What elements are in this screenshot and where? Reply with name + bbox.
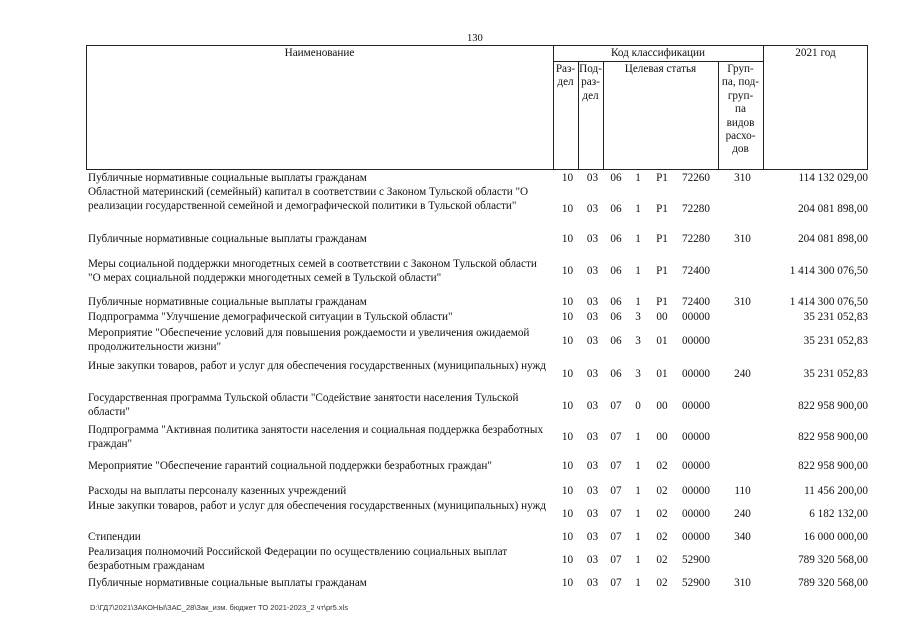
cell-direction: 72260 xyxy=(682,172,710,184)
cell-event: 00 xyxy=(656,400,668,412)
cell-event: 00 xyxy=(656,311,668,323)
cell-podrazdel: 03 xyxy=(586,368,599,380)
cell-subprogram: 1 xyxy=(635,508,641,520)
cell-expense-type: 310 xyxy=(734,172,751,184)
cell-razdel: 10 xyxy=(561,554,574,566)
row-name: Реализация полномочий Российской Федерации по осуществлению социальных выплат безработным гражданам xyxy=(88,546,508,572)
header-section-line: Раз- xyxy=(555,63,576,75)
cell-expense-type: 310 xyxy=(734,233,751,245)
table-row xyxy=(88,258,868,288)
cell-subprogram: 0 xyxy=(635,400,641,412)
cell-event: 00 xyxy=(656,431,668,443)
cell-razdel: 10 xyxy=(561,485,574,497)
page-number: 130 xyxy=(467,33,483,44)
cell-podrazdel: 03 xyxy=(586,233,599,245)
cell-podrazdel: 03 xyxy=(586,203,599,215)
cell-amount: 1 414 300 076,50 xyxy=(789,296,868,308)
file-path-footer: D:\ГД7\2021\ЗАКОНЫ\ЗАС_28\Зак_изм. бюджет ТО 2021-2023_2 чт\pr5.xls xyxy=(90,603,349,612)
cell-event: 01 xyxy=(656,368,668,380)
cell-podrazdel: 03 xyxy=(586,485,599,497)
header-section xyxy=(553,63,578,90)
header-expense-group-line: па, под- xyxy=(721,76,760,89)
header-subsection-line: дел xyxy=(582,89,599,102)
cell-direction: 00000 xyxy=(682,460,710,472)
cell-subprogram: 1 xyxy=(635,296,641,308)
cell-direction: 00000 xyxy=(682,531,710,543)
table-row xyxy=(88,460,868,474)
cell-amount: 114 132 029,00 xyxy=(798,172,868,184)
header-target-article: Целевая статья xyxy=(624,63,697,75)
cell-razdel: 10 xyxy=(561,431,574,443)
cell-program: 07 xyxy=(610,485,622,497)
cell-program: 07 xyxy=(610,400,622,412)
cell-amount: 16 000 000,00 xyxy=(803,531,868,543)
cell-direction: 52900 xyxy=(682,577,710,589)
cell-expense-type: 340 xyxy=(734,531,751,543)
cell-subprogram: 1 xyxy=(635,577,641,589)
cell-subprogram: 1 xyxy=(635,265,641,277)
header-name: Наименование xyxy=(284,47,355,59)
cell-program: 07 xyxy=(610,531,622,543)
cell-expense-type: 310 xyxy=(734,577,751,589)
cell-subprogram: 1 xyxy=(635,485,641,497)
header-subsection-line: Под- xyxy=(579,63,602,75)
header-expense-group-line: Груп- xyxy=(727,63,754,75)
header-divider xyxy=(603,61,604,170)
table-row xyxy=(88,172,868,186)
cell-direction: 52900 xyxy=(682,554,710,566)
header-expense-group-line: груп- xyxy=(727,89,754,102)
table-row xyxy=(88,360,868,390)
header-divider xyxy=(553,61,763,62)
cell-razdel: 10 xyxy=(561,577,574,589)
row-name: Подпрограмма "Активная политика занятости населения и социальная поддержка безработных граждан" xyxy=(88,424,544,450)
table-row xyxy=(88,327,868,357)
cell-podrazdel: 03 xyxy=(586,554,599,566)
header-expense-group-line: па xyxy=(735,103,746,116)
cell-amount: 822 958 900,00 xyxy=(798,400,868,412)
cell-razdel: 10 xyxy=(561,368,574,380)
cell-program: 07 xyxy=(610,577,622,589)
cell-subprogram: 1 xyxy=(635,460,641,472)
cell-event: 02 xyxy=(656,577,668,589)
cell-program: 06 xyxy=(610,335,622,347)
header-expense-group xyxy=(718,63,763,157)
cell-program: 06 xyxy=(610,368,622,380)
cell-direction: 72280 xyxy=(682,203,710,215)
cell-razdel: 10 xyxy=(561,233,574,245)
header-expense-group-line: видов xyxy=(726,116,755,129)
cell-razdel: 10 xyxy=(561,335,574,347)
cell-razdel: 10 xyxy=(561,296,574,308)
cell-subprogram: 1 xyxy=(635,203,641,215)
header-section-line: дел xyxy=(557,76,574,89)
cell-program: 06 xyxy=(610,265,622,277)
cell-podrazdel: 03 xyxy=(586,531,599,543)
cell-program: 06 xyxy=(610,311,622,323)
row-name: Стипендии xyxy=(88,531,141,543)
table-row xyxy=(88,485,868,499)
row-name: Меры социальной поддержки многодетных семей в соответствии с Законом Тульской области "О мерах социальной поддержки многодетных семей в Тульской области" xyxy=(88,258,537,284)
header-expense-group-line: расхо- xyxy=(725,130,756,143)
cell-subprogram: 3 xyxy=(635,335,641,347)
cell-amount: 822 958 900,00 xyxy=(798,460,868,472)
row-name: Публичные нормативные социальные выплаты гражданам xyxy=(88,296,367,308)
row-name: Областной материнский (семейный) капитал в соответствии с Законом Тульской области "О реализации государственной семейной и демографической политики в Тульской области" xyxy=(88,186,529,212)
row-name: Публичные нормативные социальные выплаты гражданам xyxy=(88,172,367,184)
header-year: 2021 год xyxy=(795,47,836,59)
cell-razdel: 10 xyxy=(561,508,574,520)
cell-razdel: 10 xyxy=(561,400,574,412)
cell-amount: 204 081 898,00 xyxy=(798,233,868,245)
cell-amount: 1 414 300 076,50 xyxy=(789,265,868,277)
row-name: Иные закупки товаров, работ и услуг для обеспечения государственных (муниципальных) нужд xyxy=(88,360,546,372)
cell-program: 07 xyxy=(610,554,622,566)
cell-expense-type: 240 xyxy=(734,508,751,520)
cell-direction: 72400 xyxy=(682,296,710,308)
header-subsection-line: раз- xyxy=(581,76,600,89)
cell-razdel: 10 xyxy=(561,311,574,323)
row-name: Публичные нормативные социальные выплаты гражданам xyxy=(88,577,367,589)
cell-direction: 72280 xyxy=(682,233,710,245)
cell-amount: 822 958 900,00 xyxy=(798,431,868,443)
header-subsection xyxy=(578,63,603,103)
cell-podrazdel: 03 xyxy=(586,400,599,412)
row-name: Публичные нормативные социальные выплаты гражданам xyxy=(88,233,367,245)
cell-amount: 35 231 052,83 xyxy=(803,311,868,323)
cell-direction: 00000 xyxy=(682,368,710,380)
table-row xyxy=(88,311,868,325)
table-row xyxy=(88,424,868,454)
cell-razdel: 10 xyxy=(561,265,574,277)
cell-razdel: 10 xyxy=(561,172,574,184)
cell-subprogram: 1 xyxy=(635,531,641,543)
table-row xyxy=(88,233,868,247)
cell-amount: 11 456 200,00 xyxy=(804,485,868,497)
cell-podrazdel: 03 xyxy=(586,296,599,308)
cell-amount: 35 231 052,83 xyxy=(803,335,868,347)
cell-direction: 00000 xyxy=(682,508,710,520)
cell-program: 06 xyxy=(610,172,622,184)
cell-amount: 35 231 052,83 xyxy=(803,368,868,380)
header-divider xyxy=(763,45,764,170)
cell-event: 02 xyxy=(656,554,668,566)
cell-podrazdel: 03 xyxy=(586,577,599,589)
cell-amount: 789 320 568,00 xyxy=(798,577,868,589)
row-name: Государственная программа Тульской области "Содействие занятости населения Тульской области" xyxy=(88,392,519,418)
table-row xyxy=(88,500,868,530)
cell-amount: 6 182 132,00 xyxy=(809,508,868,520)
cell-event: P1 xyxy=(656,296,668,308)
cell-direction: 72400 xyxy=(682,265,710,277)
table-row xyxy=(88,392,868,422)
table-row xyxy=(88,531,868,545)
header-expense-group-line: дов xyxy=(732,143,749,156)
cell-subprogram: 3 xyxy=(635,368,641,380)
row-name: Иные закупки товаров, работ и услуг для обеспечения государственных (муниципальных) нужд xyxy=(88,500,546,512)
row-name: Подпрограмма "Улучшение демографической ситуации в Тульской области" xyxy=(88,311,453,323)
cell-program: 06 xyxy=(610,296,622,308)
cell-direction: 00000 xyxy=(682,485,710,497)
cell-event: 02 xyxy=(656,531,668,543)
table-row xyxy=(88,546,868,576)
cell-direction: 00000 xyxy=(682,311,710,323)
cell-event: P1 xyxy=(656,233,668,245)
row-name: Мероприятие "Обеспечение условий для повышения рождаемости и увеличения ожидаемой продолжительности жизни" xyxy=(88,327,530,353)
cell-podrazdel: 03 xyxy=(586,508,599,520)
row-name: Мероприятие "Обеспечение гарантий социальной поддержки безработных граждан" xyxy=(88,460,492,472)
cell-razdel: 10 xyxy=(561,203,574,215)
cell-subprogram: 1 xyxy=(635,172,641,184)
cell-direction: 00000 xyxy=(682,431,710,443)
cell-amount: 789 320 568,00 xyxy=(798,554,868,566)
cell-amount: 204 081 898,00 xyxy=(798,203,868,215)
cell-razdel: 10 xyxy=(561,531,574,543)
cell-subprogram: 1 xyxy=(635,554,641,566)
cell-event: P1 xyxy=(656,172,668,184)
cell-event: 02 xyxy=(656,460,668,472)
cell-razdel: 10 xyxy=(561,460,574,472)
cell-program: 07 xyxy=(610,508,622,520)
cell-direction: 00000 xyxy=(682,335,710,347)
table-row xyxy=(88,296,868,310)
header-code-group: Код классификации xyxy=(611,47,705,59)
cell-podrazdel: 03 xyxy=(586,335,599,347)
cell-podrazdel: 03 xyxy=(586,172,599,184)
cell-podrazdel: 03 xyxy=(586,431,599,443)
table-row xyxy=(88,186,868,230)
cell-event: 02 xyxy=(656,485,668,497)
cell-subprogram: 3 xyxy=(635,311,641,323)
cell-program: 07 xyxy=(610,431,622,443)
table-row xyxy=(88,577,868,591)
cell-event: 01 xyxy=(656,335,668,347)
cell-podrazdel: 03 xyxy=(586,265,599,277)
row-name: Расходы на выплаты персоналу казенных учреждений xyxy=(88,485,347,497)
cell-expense-type: 240 xyxy=(734,368,751,380)
cell-program: 07 xyxy=(610,460,622,472)
cell-expense-type: 110 xyxy=(734,485,751,497)
cell-program: 06 xyxy=(610,233,622,245)
cell-event: P1 xyxy=(656,265,668,277)
cell-program: 06 xyxy=(610,203,622,215)
cell-subprogram: 1 xyxy=(635,233,641,245)
cell-subprogram: 1 xyxy=(635,431,641,443)
cell-podrazdel: 03 xyxy=(586,311,599,323)
cell-expense-type: 310 xyxy=(734,296,751,308)
cell-podrazdel: 03 xyxy=(586,460,599,472)
cell-direction: 00000 xyxy=(682,400,710,412)
cell-event: P1 xyxy=(656,203,668,215)
cell-event: 02 xyxy=(656,508,668,520)
